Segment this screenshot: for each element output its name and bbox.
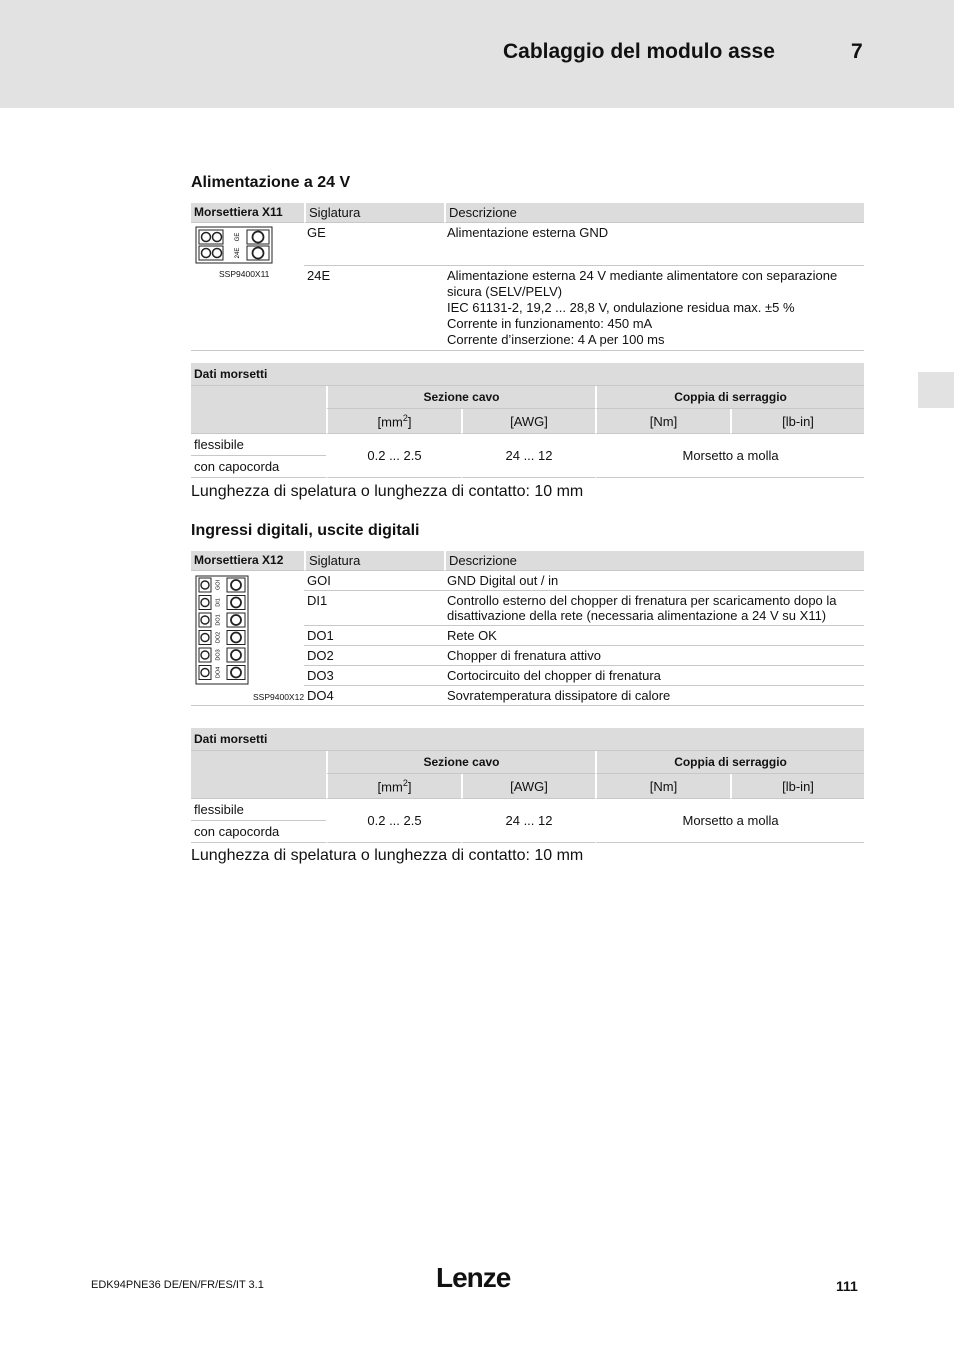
unit-lbin: [lb-in] — [730, 409, 864, 434]
siglatura-cell: DO1 — [304, 626, 444, 646]
image-caption: SSP9400X11 — [219, 269, 270, 279]
page-title: Cablaggio del modulo asse — [503, 40, 775, 63]
siglatura-cell: DI1 — [304, 591, 444, 626]
chapter-side-tab — [918, 372, 954, 408]
row-label-capocorda: con capocorda — [191, 456, 326, 478]
unit-mm2: $[mm^2]$ — [326, 774, 461, 799]
coppia-header: Coppia di serraggio — [595, 751, 864, 774]
row-label-flessibile: flessibile — [191, 434, 326, 456]
unit-mm2: $[mm^2]$ — [326, 409, 461, 434]
descrizione-cell — [444, 266, 864, 351]
document-id: EDK94PNE36 DE/EN/FR/ES/IT 3.1 — [91, 1279, 264, 1291]
terminal-table-x11 — [191, 203, 864, 351]
value-awg: 24 ... 12 — [461, 434, 595, 478]
dati-title: Dati morsetti — [191, 363, 864, 386]
header-descrizione: Descrizione — [444, 203, 864, 223]
value-coppia: Morsetto a molla — [595, 434, 864, 478]
pin-label: DO4 — [215, 666, 222, 679]
siglatura-cell: GE — [304, 223, 444, 266]
table-header-row — [191, 203, 864, 223]
pin-label: DO1 — [215, 614, 222, 626]
descrizione-cell: Rete OK — [444, 626, 864, 646]
header-siglatura: Siglatura — [304, 203, 444, 223]
unit-awg: [AWG] — [461, 774, 595, 799]
value-awg: 24 ... 12 — [461, 799, 595, 843]
pin-label: DO3 — [215, 649, 222, 661]
descrizione-cell: GND Digital out / in — [444, 571, 864, 591]
descrizione-cell: Controllo esterno del chopper di frenatura per scaricamento dopo la disattivazione della rete (necessaria alimentazione a 24 V su X11) — [444, 591, 864, 626]
siglatura-cell: DO3 — [304, 666, 444, 686]
siglatura-cell: DO2 — [304, 646, 444, 666]
siglatura-cell: 24E — [304, 266, 444, 351]
row-label-capocorda: con capocorda — [191, 821, 326, 843]
dati-morsetti-table-1 — [191, 363, 864, 478]
desc-line: Alimentazione esterna 24 V mediante alimentatore con separazione sicura (SELV/PELV) — [447, 268, 838, 299]
dati-empty-header — [191, 386, 326, 434]
siglatura-cell: GOI — [304, 571, 444, 591]
header-morsettiera: Morsettiera X12 — [191, 551, 304, 571]
dati-empty-header — [191, 751, 326, 799]
unit-nm: [Nm] — [595, 409, 730, 434]
terminal-image-x12 — [191, 571, 304, 706]
descrizione-cell: Alimentazione esterna GND — [444, 223, 864, 266]
unit-lbin: [lb-in] — [730, 774, 864, 799]
sezione-cavo-header: Sezione cavo — [326, 751, 595, 774]
descrizione-cell: Sovratemperatura dissipatore di calore — [444, 686, 864, 706]
siglatura-cell: DO4 — [304, 686, 444, 706]
image-caption: SSP9400X12 — [253, 692, 305, 702]
page-number: 111 — [836, 1278, 858, 1294]
header-siglatura: Siglatura — [304, 551, 444, 571]
chapter-number: 7 — [851, 40, 863, 63]
value-mm2: 0.2 ... 2.5 — [326, 434, 461, 478]
terminal-table-x12 — [191, 551, 864, 706]
pin-label: GOI — [215, 579, 222, 591]
pin-label: DI1 — [215, 598, 222, 607]
descrizione-cell: Cortocircuito del chopper di frenatura — [444, 666, 864, 686]
desc-line: Corrente in funzionamento: 450 mA — [447, 316, 653, 331]
sezione-cavo-header: Sezione cavo — [326, 386, 595, 409]
value-mm2: 0.2 ... 2.5 — [326, 799, 461, 843]
table-row — [191, 223, 864, 266]
label-24e: 24E — [235, 247, 241, 259]
lenze-logo: Lenze — [436, 1262, 511, 1293]
page-header — [0, 0, 954, 108]
dati-morsetti-table-2 — [191, 728, 864, 843]
terminal-block-x12-icon — [195, 575, 251, 687]
terminal-block-x11-icon — [195, 226, 275, 266]
label-ge: GE — [235, 232, 241, 242]
header-descrizione: Descrizione — [444, 551, 864, 571]
header-morsettiera: Morsettiera X11 — [191, 203, 304, 223]
row-label-flessibile: flessibile — [191, 799, 326, 821]
pin-label: DO2 — [215, 631, 222, 644]
desc-line: IEC 61131-2, 19,2 ... 28,8 V, ondulazione residua max. ±5 % — [447, 300, 795, 315]
strip-length-note-2: Lunghezza di spelatura o lunghezza di contatto: 10 mm — [191, 847, 584, 864]
section-heading-digital-io: Ingressi digitali, uscite digitali — [191, 522, 420, 539]
terminal-image-x11 — [191, 223, 304, 351]
table-row — [191, 571, 864, 591]
desc-line: Corrente d’inserzione: 4 A per 100 ms — [447, 332, 665, 347]
dati-title: Dati morsetti — [191, 728, 864, 751]
table-header-row — [191, 551, 864, 571]
coppia-header: Coppia di serraggio — [595, 386, 864, 409]
unit-awg: [AWG] — [461, 409, 595, 434]
strip-length-note-1: Lunghezza di spelatura o lunghezza di contatto: 10 mm — [191, 483, 584, 500]
section-heading-24v: Alimentazione a 24 V — [191, 174, 351, 191]
value-coppia: Morsetto a molla — [595, 799, 864, 843]
descrizione-cell: Chopper di frenatura attivo — [444, 646, 864, 666]
unit-nm: [Nm] — [595, 774, 730, 799]
